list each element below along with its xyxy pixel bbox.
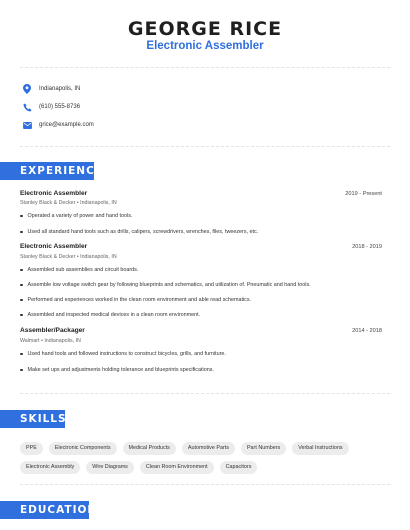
job-entry-dates: 2018 - 2019 (352, 244, 382, 250)
divider (20, 146, 390, 147)
job-bullet (20, 351, 226, 357)
contact-email[interactable] (22, 118, 94, 132)
divider (20, 67, 390, 68)
job-bullet (20, 267, 138, 273)
job-entry-company: Stanley Black & Decker • Indianapolis, IN (20, 200, 117, 206)
bullet-text: Used all standard hand tools such as drills, calipers, screwdrivers, wrenches, files, tweezers, etc. (27, 229, 259, 235)
job-entry-dates: 2014 - 2018 (352, 328, 382, 334)
skill-chip: Wire Diagrams (86, 461, 134, 474)
candidate-name: GEORGE RICE (127, 18, 283, 40)
skill-chip: Clean Room Environment (140, 461, 214, 474)
bullet-dot (20, 353, 23, 356)
bullet-text: Make set ups and adjustments holding tolerance and blueprints specifications. (27, 367, 214, 373)
job-bullet (20, 312, 200, 318)
bullet-dot (20, 314, 23, 317)
phone-icon (22, 102, 32, 112)
bullet-text: Assembled and inspected medical devices in a clean room environment. (27, 312, 201, 318)
job-bullet (20, 297, 251, 303)
job-entry-title: Electronic Assembler (20, 243, 88, 250)
bullet-dot (20, 369, 23, 372)
skill-chip: Part Numbers (241, 442, 286, 455)
bullet-text: Assembled sub assemblies and circuit boards. (27, 267, 139, 273)
job-entry-dates: 2019 - Present (345, 191, 382, 197)
job-entry-company: Walmart • Indianapolis, IN (20, 338, 81, 344)
job-bullet (20, 367, 214, 373)
bullet-dot (20, 215, 23, 218)
divider (20, 484, 390, 485)
job-bullet (20, 213, 132, 219)
skill-chip: Medical Products (123, 442, 176, 455)
bullet-dot (20, 284, 23, 287)
envelope-icon (22, 120, 32, 130)
bullet-text: Used hand tools and followed instructions to construct bicycles, grills, and furniture. (27, 351, 226, 357)
contact-location (22, 82, 80, 96)
section-education-heading: EDUCATION (0, 501, 89, 519)
bullet-text: Operated a variety of power and hand tools. (27, 213, 133, 219)
job-bullet (20, 282, 311, 288)
divider (20, 393, 390, 394)
bullet-dot (20, 299, 23, 302)
location-text: Indianapolis, IN (39, 86, 81, 92)
skill-chip: Electronic Assembly (20, 461, 80, 474)
job-entry-company: Stanley Black & Decker • Indianapolis, IN (20, 254, 117, 260)
phone-text: (610) 555-8736 (39, 104, 81, 110)
bullet-text: Assemble low voltage switch gear by following blueprints and schematics, and utilization of. Pneumatic and hand tools. (27, 282, 311, 288)
skill-chip: Verbal Instructions (292, 442, 348, 455)
skill-chip: Electronic Components (49, 442, 117, 455)
job-entry-title: Electronic Assembler (20, 190, 88, 197)
bullet-text: Performed and experiences worked in the clean room environment and able read schematics. (27, 297, 252, 303)
job-entry-title: Assembler/Packager (20, 327, 85, 334)
skill-chip: PPE (20, 442, 43, 455)
skill-chip: Capacitors (220, 461, 258, 474)
section-skills-heading: SKILLS (0, 410, 65, 428)
job-title-header: Electronic Assembler (146, 40, 264, 52)
email-link[interactable]: grice@example.com (39, 122, 94, 128)
contact-phone (22, 100, 80, 114)
skills-list (20, 442, 380, 474)
job-bullet (20, 229, 258, 235)
map-pin-icon (22, 84, 32, 94)
section-experience-heading: EXPERIENCE (0, 162, 94, 180)
bullet-dot (20, 269, 23, 272)
bullet-dot (20, 231, 23, 234)
skill-chip: Automotive Parts (182, 442, 235, 455)
